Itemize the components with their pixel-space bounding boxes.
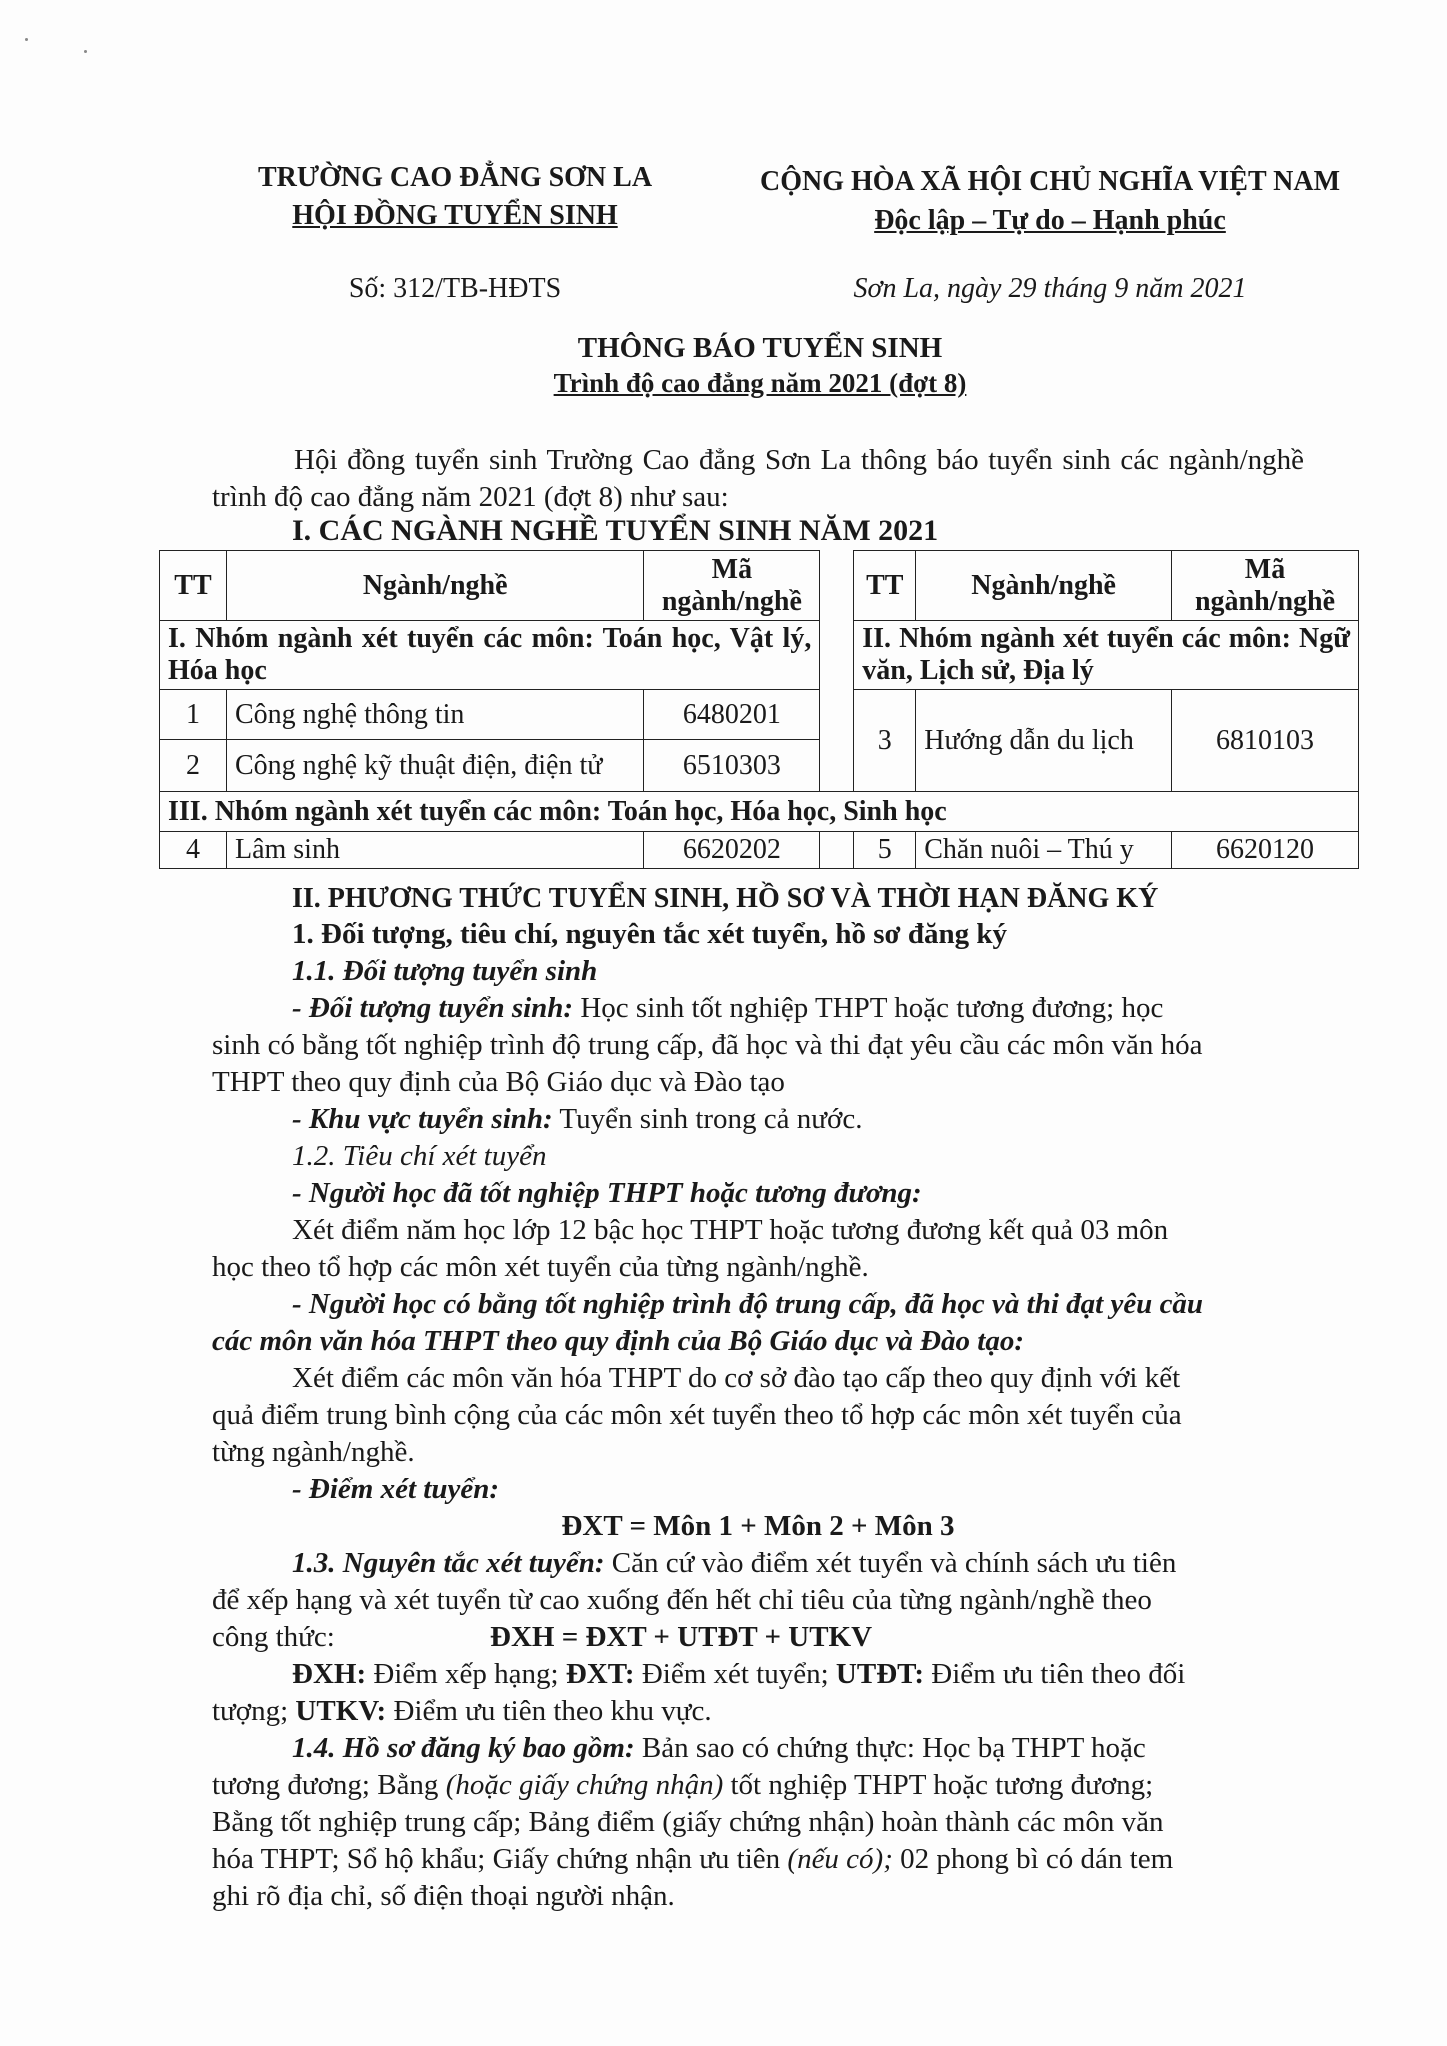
- dossier-line-1: [292, 1730, 1146, 1767]
- row-5-name: Chăn nuôi – Thú y: [916, 832, 1172, 869]
- notice-subtitle-text: Trình độ cao đẳng năm 2021 (đợt 8): [553, 368, 967, 398]
- row-1-code: 6480201: [644, 690, 820, 740]
- score-label: - Điểm xét tuyển:: [292, 1473, 499, 1505]
- formula-dxt: ĐXT = Môn 1 + Môn 2 + Môn 3: [561, 1510, 955, 1542]
- row-3-tt: 3: [854, 690, 916, 792]
- row-4-name: Lâm sinh: [226, 832, 643, 869]
- def-dxt-text: Điểm xét tuyển;: [634, 1658, 836, 1690]
- council-name: [230, 200, 680, 232]
- area-line: [292, 1101, 862, 1138]
- criteria-a-line-1: Xét điểm năm học lớp 12 bậc học THPT hoặc tương đương kết quả 03 môn: [292, 1214, 1169, 1246]
- criteria-a-line-2: học theo tổ hợp các môn xét tuyển của từng ngành/nghề.: [212, 1251, 869, 1283]
- target-line-2: sinh có bằng tốt nghiệp trình độ trung cấp, đã học và thi đạt yêu cầu các môn văn hóa: [212, 1029, 1203, 1061]
- def-dxh-term: ĐXH:: [292, 1658, 367, 1690]
- def-utdt-text: Điểm ưu tiên theo đối: [924, 1658, 1186, 1690]
- def-utkv-term: UTKV:: [295, 1695, 387, 1727]
- header-major: Ngành/nghề: [226, 551, 643, 621]
- def-dxt-term: ĐXT:: [565, 1658, 635, 1690]
- criteria-c-line-2: quả điểm trung bình cộng của các môn xét tuyển theo tổ hợp các môn xét tuyển của: [212, 1399, 1182, 1431]
- target-label: - Đối tượng tuyển sinh:: [292, 992, 574, 1024]
- row-3-code: 6810103: [1172, 690, 1359, 792]
- criteria-b-line-1: - Người học có bằng tốt nghiệp trình độ trung cấp, đã học và thi đạt yêu cầu: [292, 1288, 1204, 1320]
- majors-table: [159, 550, 1359, 869]
- row-1-tt: 1: [160, 690, 227, 740]
- org-name: TRƯỜNG CAO ĐẲNG SƠN LA: [257, 162, 653, 193]
- subsection-1-heading: 1. Đối tượng, tiêu chí, nguyên tắc xét tuyển, hồ sơ đăng ký: [292, 918, 1007, 950]
- row-4-code: 6620202: [644, 832, 820, 869]
- row-2-name: Công nghệ kỹ thuật điện, điện tử: [226, 740, 643, 792]
- def-utdt-term: UTĐT:: [835, 1658, 924, 1690]
- place-date: Sơn La, ngày 29 tháng 9 năm 2021: [853, 273, 1247, 304]
- row-1-name: Công nghệ thông tin: [226, 690, 643, 740]
- def-line2-prefix: tượng;: [212, 1695, 296, 1727]
- dossier-line-4: [212, 1841, 1173, 1878]
- header-major-right: Ngành/nghề: [916, 551, 1172, 621]
- definitions-line-2: [212, 1693, 712, 1730]
- group-3-label: III. Nhóm ngành xét tuyển các môn: Toán học, Hóa học, Sinh học: [160, 792, 1359, 832]
- dossier-text-2i: (hoặc giấy chứng nhận): [445, 1769, 724, 1801]
- header-code-right: Mã ngành/nghề: [1172, 551, 1359, 621]
- notice-title: THÔNG BÁO TUYỂN SINH: [577, 332, 943, 364]
- criteria-c-line-1: Xét điểm các môn văn hóa THPT do cơ sở đào tạo cấp theo quy định với kết: [292, 1362, 1181, 1394]
- def-utkv-text: Điểm ưu tiên theo khu vực.: [386, 1695, 712, 1727]
- motto-text: Độc lập – Tự do – Hạnh phúc: [874, 205, 1226, 236]
- header-code: Mã ngành/nghề: [644, 551, 820, 621]
- nation-name: CỘNG HÒA XÃ HỘI CHỦ NGHĨA VIỆT NAM: [759, 166, 1341, 197]
- header-tt: TT: [160, 551, 227, 621]
- table-gap: [820, 551, 854, 792]
- group-1-label: I. Nhóm ngành xét tuyển các môn: Toán học, Vật lý, Hóa học: [160, 621, 820, 690]
- dossier-line-3: Bằng tốt nghiệp trung cấp; Bảng điểm (giấy chứng nhận) hoàn thành các môn văn: [212, 1806, 1164, 1838]
- row-2-code: 6510303: [644, 740, 820, 792]
- definitions-line-1: [292, 1656, 1185, 1693]
- group-row: [160, 621, 1359, 690]
- scan-speck: [84, 50, 87, 53]
- def-dxh-text: Điểm xếp hạng;: [366, 1658, 566, 1690]
- dossier-label: 1.4. Hồ sơ đăng ký bao gồm:: [292, 1732, 635, 1764]
- principle-line-2: để xếp hạng và xét tuyển từ cao xuống đến hết chỉ tiêu của từng ngành/nghề theo: [212, 1584, 1152, 1616]
- group-2-label: II. Nhóm ngành xét tuyển các môn: Ngữ văn, Lịch sử, Địa lý: [854, 621, 1359, 690]
- target-line-3: THPT theo quy định của Bộ Giáo dục và Đào tạo: [212, 1066, 785, 1098]
- principle-line-1: [292, 1545, 1176, 1582]
- row-5-code: 6620120: [1172, 832, 1359, 869]
- table-row: [160, 832, 1359, 869]
- criteria-b-line-2: các môn văn hóa THPT theo quy định của Bộ Giáo dục và Đào tạo:: [212, 1325, 1024, 1357]
- table-header-row: [160, 551, 1359, 621]
- principle-label: 1.3. Nguyên tắc xét tuyển:: [292, 1547, 605, 1579]
- area-label: - Khu vực tuyển sinh:: [292, 1103, 553, 1135]
- area-text: Tuyển sinh trong cả nước.: [552, 1103, 863, 1135]
- dossier-text-1: Bản sao có chứng thực: Học bạ THPT hoặc: [634, 1732, 1146, 1764]
- row-5-tt: 5: [854, 832, 916, 869]
- formula-dxh: ĐXH = ĐXT + UTĐT + UTKV: [490, 1621, 873, 1653]
- dossier-text-4a: hóa THPT; Sổ hộ khẩu; Giấy chứng nhận ưu tiên: [212, 1843, 788, 1875]
- header-tt-right: TT: [854, 551, 916, 621]
- section-1-heading: I. CÁC NGÀNH NGHỀ TUYỂN SINH NĂM 2021: [292, 514, 939, 547]
- target-text: Học sinh tốt nghiệp THPT hoặc tương đương; học: [573, 992, 1164, 1024]
- dossier-line-2: [212, 1767, 1153, 1804]
- table-gap: [820, 832, 854, 869]
- criteria-a-label: - Người học đã tốt nghiệp THPT hoặc tương đương:: [292, 1177, 922, 1209]
- council-name-text: HỘI ĐỒNG TUYỂN SINH: [292, 200, 618, 231]
- motto: [690, 205, 1410, 237]
- dossier-text-4b: 02 phong bì có dán tem: [892, 1843, 1174, 1875]
- section-2-heading: II. PHƯƠNG THỨC TUYỂN SINH, HỒ SƠ VÀ THỜI HẠN ĐĂNG KÝ: [292, 883, 1159, 914]
- criteria-c-line-3: từng ngành/nghề.: [212, 1436, 415, 1468]
- dossier-text-2b: tốt nghiệp THPT hoặc tương đương;: [723, 1769, 1154, 1801]
- principle-text: Căn cứ vào điểm xét tuyển và chính sách ưu tiên: [604, 1547, 1177, 1579]
- subsection-1-1-heading: 1.1. Đối tượng tuyển sinh: [292, 955, 598, 987]
- subsection-1-2-heading: 1.2. Tiêu chí xét tuyển: [292, 1140, 547, 1172]
- dossier-text-2a: tương đương; Bằng: [212, 1769, 446, 1801]
- table-row: [160, 690, 1359, 740]
- principle-line-3: công thức:: [212, 1621, 335, 1653]
- row-3-name: Hướng dẫn du lịch: [916, 690, 1172, 792]
- document-number: Số: 312/TB-HĐTS: [348, 273, 562, 304]
- dossier-text-4i: (nếu có);: [787, 1843, 893, 1875]
- notice-subtitle: [230, 368, 1290, 399]
- row-2-tt: 2: [160, 740, 227, 792]
- row-4-tt: 4: [160, 832, 227, 869]
- scan-speck: [25, 38, 28, 41]
- dossier-line-5: ghi rõ địa chỉ, số điện thoại người nhận.: [212, 1880, 675, 1912]
- intro-paragraph: Hội đồng tuyển sinh Trường Cao đẳng Sơn La thông báo tuyển sinh các ngành/nghề trình độ cao đẳng năm 2021 (đợt 8) như sau:: [212, 444, 1304, 513]
- target-line-1: [292, 990, 1163, 1027]
- group-row: [160, 792, 1359, 832]
